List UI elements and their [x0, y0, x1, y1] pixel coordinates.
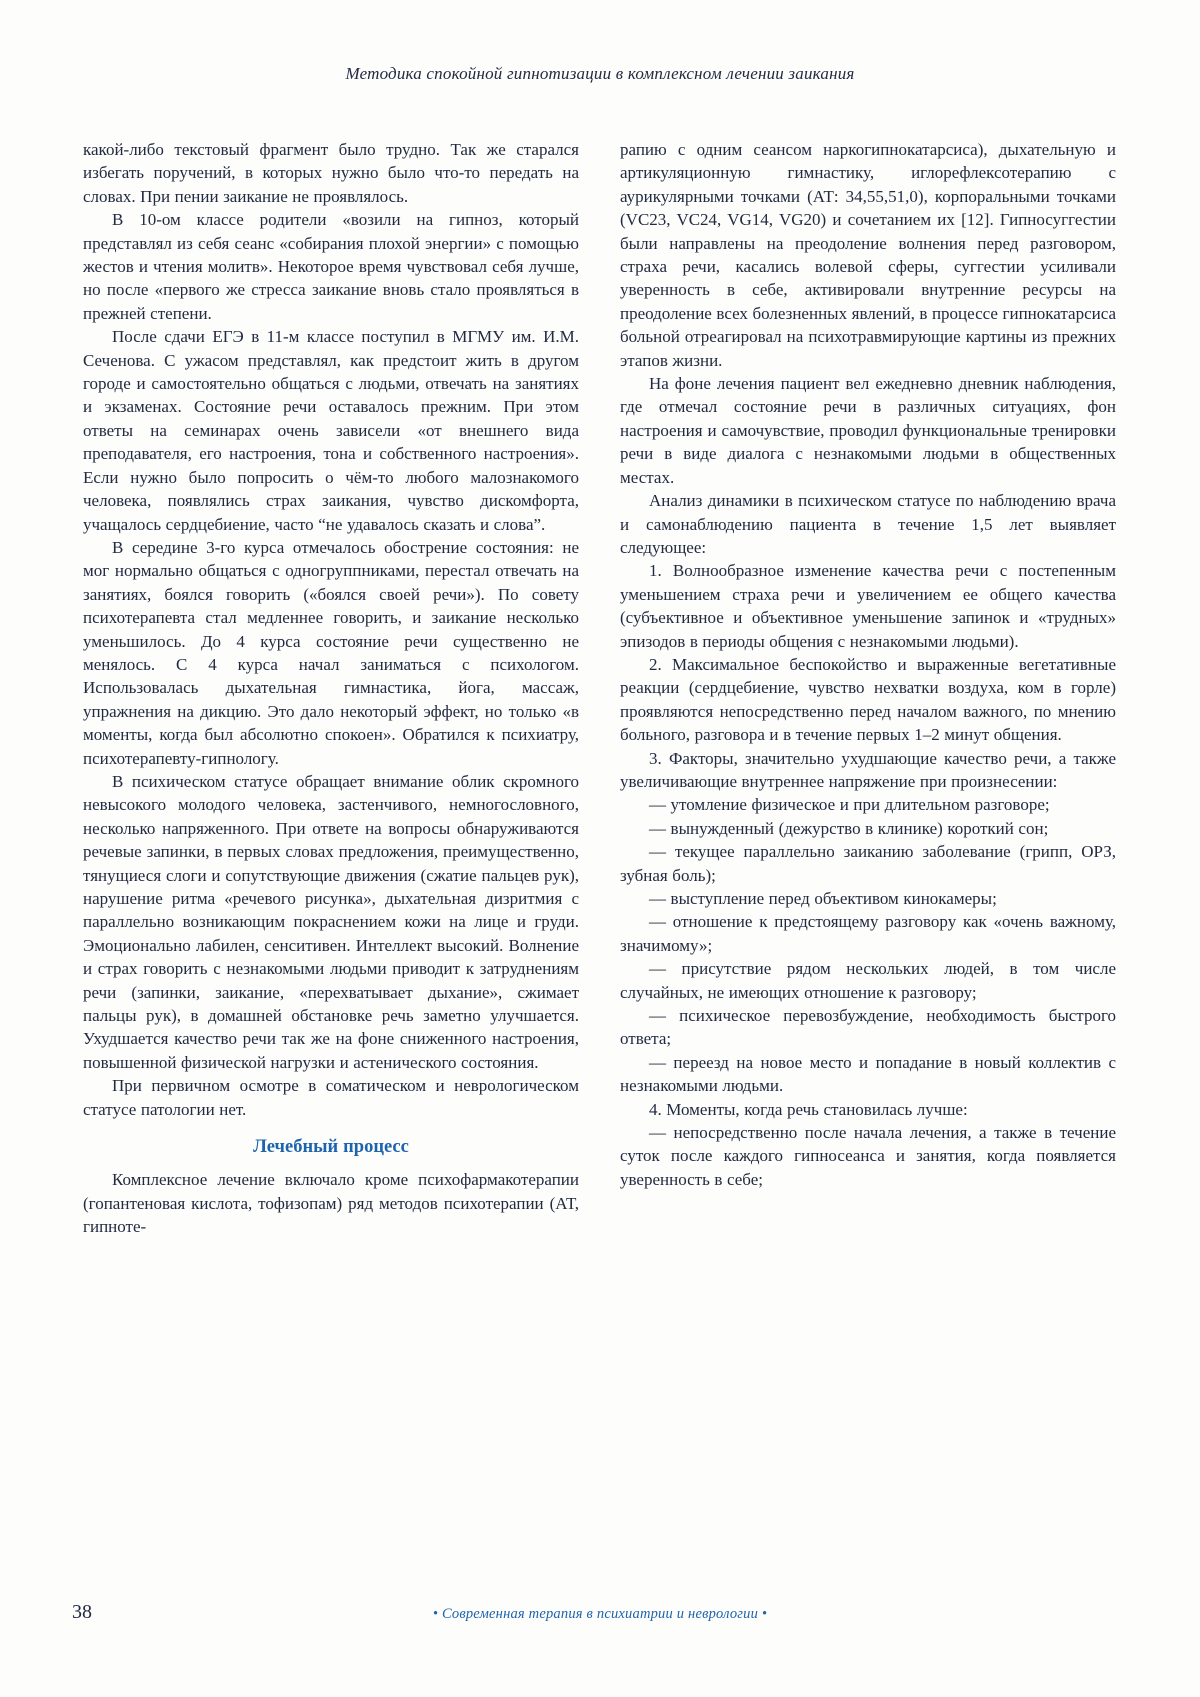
dash-list-item: — психическое перевозбуждение, необходимость быстрого ответа;	[620, 1006, 1116, 1049]
running-head: Методика спокойной гипнотизации в комплексном лечении заикания	[345, 64, 855, 83]
left-column	[83, 138, 579, 1239]
paragraph: какой-либо текстовый фрагмент было трудно. Так же старался избегать поручений, в которых нужно было что-то передать на словах. При пении заикание не проявлялось.	[83, 140, 579, 206]
dash-list-item: — переезд на новое место и попадание в новый коллектив с незнакомыми людьми.	[620, 1052, 1116, 1096]
page-footer	[0, 1601, 1200, 1631]
dash-list-item: — выступление перед объективом кинокамеры;	[649, 889, 997, 908]
dash-list-item: — вынужденный (дежурство в клинике) короткий сон;	[649, 818, 1049, 838]
dash-list-item: — текущее параллельно заиканию заболевание (грипп, ОРЗ, зубная боль);	[620, 842, 1116, 885]
paragraph: После сдачи ЕГЭ в 11-м классе поступил в МГМУ им. И.М. Сеченова. С ужасом представлял, как предстоит жить в другом городе и самостоятельно общаться с людьми, отвечать на занятиях и экзаменах. Состояние речи оставалось прежним. При этом ответы на семинарах очень зависели «от внешнего вида преподавателя, его настроения, тона и собственного настроения». Если нужно было попросить о чём-то любого малознакомого человека, появлялись страх заикания, чувство дискомфорта, учащалось сердцебиение, часто “не удавалось сказать и слова”.	[83, 327, 579, 534]
paragraph: В середине 3-го курса отмечалось обострение состояния: не мог нормально общаться с одногруппниками, перестал отвечать на занятиях, боялся говорить («боялся своей речи»). По совету психотерапевта стал медленнее говорить, и заикание несколько уменьшилось. До 4 курса состояние речи существенно не менялось. С 4 курса начал заниматься с психологом. Использовалась дыхательная гимнастика, йога, массаж, упражнения на дикцию. Это дало некоторый эффект, но только «в моменты, когда был абсолютно спокоен». Обратился к психиатру, психотерапевту-гипнологу.	[83, 537, 579, 768]
paragraph: В 10-ом классе родители «возили на гипноз, который представлял из себя сеанс «собирания плохой энергии» с помощью жестов и чтения молитв». Некоторое время чувствовал себя лучше, но после «первого же стресса заикание вновь стало проявляться в прежней степени.	[83, 210, 579, 323]
dash-list-item: — присутствие рядом нескольких людей, в том числе случайных, не имеющих отношение к разговору;	[620, 959, 1116, 1002]
paragraph: Комплексное лечение включало кроме психофармакотерапии (гопантеновая кислота, тофизопам) ряд методов психотерапии (АТ, гипноте-	[83, 1170, 579, 1237]
paragraph: На фоне лечения пациент вел ежедневно дневник наблюдения, где отмечал состояние речи в различных ситуациях, фон настроения и самочувствие, проводил функциональные тренировки речи в виде диалога с незнакомыми людьми в общественных местах.	[620, 374, 1116, 487]
numbered-item: 4. Моменты, когда речь становилась лучше:	[649, 1099, 968, 1119]
page-number: 38	[72, 1601, 92, 1623]
footer-journal-title: • Современная терапия в психиатрии и неврологии •	[432, 1606, 768, 1622]
dash-list-item: — непосредственно после начала лечения, а также в течение суток после каждого гипносеанса и занятия, когда появляется уверенность в себе;	[620, 1123, 1116, 1189]
paragraph: В психическом статусе обращает внимание облик скромного невысокого молодого человека, застенчивого, немногословного, несколько напряженного. При ответе на вопросы обнаруживаются речевые запинки, в первых словах предложения, преимущественно, тянущиеся слоги и сопутствующие движения (сжатие пальцев рук), нарушение ритма «речевого рисунка», дыхательная дизритмия с параллельно возникающим покраснением кожи на лице и груди. Эмоционально лабилен, сенситивен. Интеллект высокий. Волнение и страх говорить с незнакомыми людьми приводит к затруднениям речи (запинки, заикание, «перехватывает дыхание», сжимает пальцы рук), в домашней обстановке речь заметно улучшается. Ухудшается качество речи так же на фоне сниженного настроения, повышенной физической нагрузки и астенического состояния.	[83, 771, 579, 1072]
paragraph: рапию с одним сеансом наркогипнокатарсиса), дыхательную и артикуляционную гимнастику, иглорефлексотерапию с аурикулярными точками (АТ: 34,55,51,0), корпоральными точками (VC23, VC24, VG14, VG20) и сочетанием их [12]. Гипносуггестии были направлены на преодоление волнения перед разговором, страха речи, касались волевой сферы, суггестии усиливали уверенность в себе, активировали внутренние ресурсы на преодоление всех болезненных явлений, в процессе гипнокатарсиса больной отреагировал на психотравмирующие картины из прежних этапов жизни.	[620, 140, 1117, 370]
section-heading: Лечебный процесс	[253, 1137, 409, 1158]
right-column	[620, 138, 1116, 1239]
article-body	[83, 138, 1116, 1239]
paragraph: При первичном осмотре в соматическом и неврологическом статусе патологии нет.	[83, 1076, 579, 1119]
numbered-item: 2. Максимальное беспокойство и выраженные вегетативные реакции (сердцебиение, чувство нехватки воздуха, ком в горле) проявляются непосредственно перед началом важного, по мнению больного, разговора и в течение первых 1–2 минут общения.	[620, 654, 1116, 745]
numbered-item: 1. Волнообразное изменение качества речи с постепенным уменьшением страха речи и увеличением ее общего качества (субъективное и объективное уменьшение запинок и «трудных» эпизодов в периоды общения с незнакомыми людьми).	[620, 561, 1116, 651]
dash-list-item: — утомление физическое и при длительном разговоре;	[649, 795, 1050, 815]
dash-list-item: — отношение к предстоящему разговору как «очень важному, значимому»;	[620, 912, 1116, 955]
numbered-item: 3. Факторы, значительно ухудшающие качество речи, а также увеличивающие внутреннее напряжение при произнесении:	[620, 748, 1116, 791]
paragraph: Анализ динамики в психическом статусе по наблюдению врача и самонаблюдению пациента в течение 1,5 лет выявляет следующее:	[620, 491, 1116, 557]
